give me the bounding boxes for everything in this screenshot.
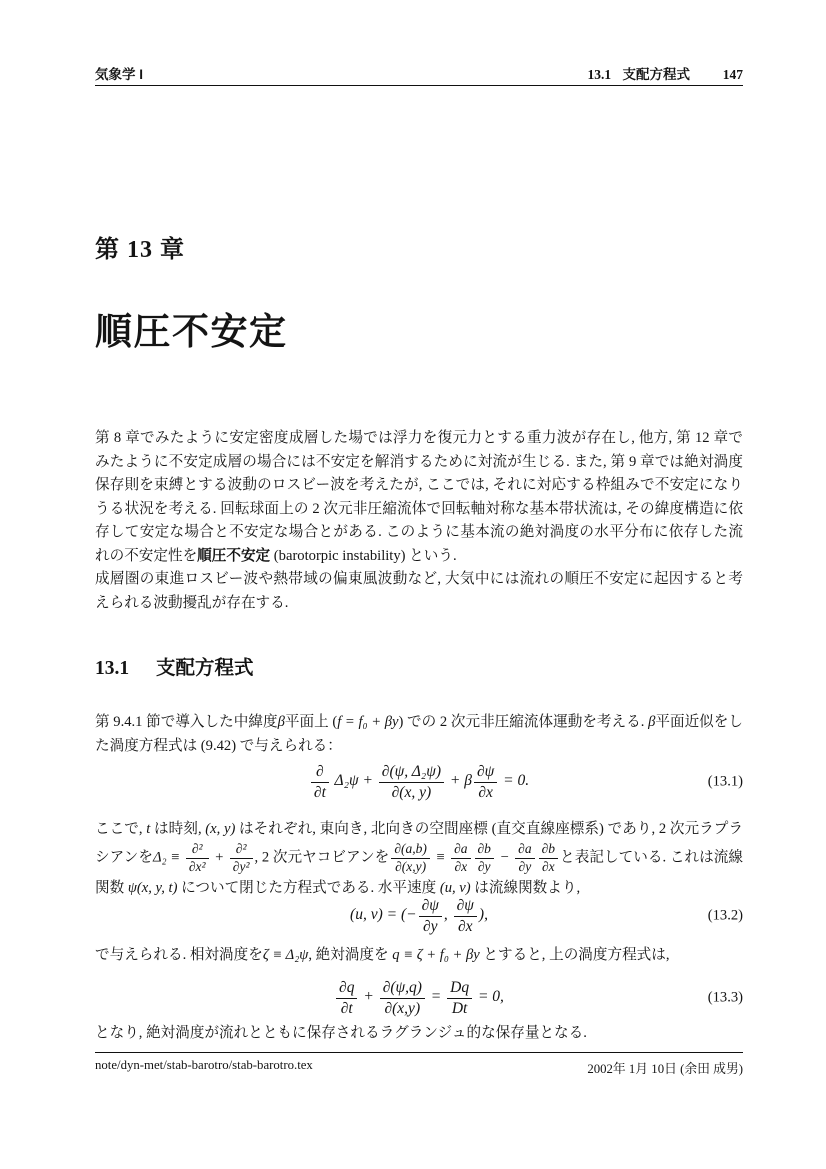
- inline-math: ζ ≡ Δ₂ψ: [262, 947, 309, 963]
- footer-date-author: 2002年 1月 10日 (余田 成男): [587, 1062, 743, 1076]
- equation-13-3-tag: (13.3): [707, 989, 743, 1006]
- inline-math: + β: [446, 772, 472, 790]
- inline-math: −: [495, 849, 514, 866]
- chapter-suffix: 章: [160, 236, 185, 263]
- inline-math: =: [426, 988, 446, 1006]
- chapter-label: [95, 229, 743, 264]
- header-course-title: 気象学 I: [95, 67, 144, 82]
- inline-math: Δ₂ ≡: [152, 849, 184, 866]
- chapter-number: 13: [127, 237, 153, 263]
- inline-math: β: [277, 714, 285, 730]
- math-fraction: $\frac{Dq}{Dt}$: [447, 979, 472, 1016]
- inline-math: ),: [478, 906, 488, 924]
- equation-13-3-body: [334, 979, 504, 1016]
- paragraph-vorticity: で与えられる. 相対渦度をζ ≡ Δ₂ψ, 絶対渦度を q ≡ ζ + f₀ + βy とすると, 上の渦度方程式は,: [95, 947, 670, 963]
- inline-math: β: [648, 714, 656, 730]
- inline-math: (x, y): [205, 821, 236, 837]
- inline-math: t: [146, 821, 151, 837]
- inline-math: +: [210, 849, 228, 866]
- chapter-prefix: 第: [95, 236, 120, 263]
- math-fraction: $\frac{\partial q}{\partial t}$: [336, 979, 357, 1016]
- equation-13-2-body: [350, 897, 488, 934]
- section-title: 支配方程式: [156, 657, 254, 679]
- equation-13-1-body: [309, 763, 529, 800]
- equation-13-1-tag: (13.1): [707, 773, 743, 790]
- chapter-title: 順圧不安定: [95, 311, 288, 352]
- bold-term: 順圧不安定: [197, 547, 271, 564]
- math-fraction: $\frac{\partial\psi}{\partial y}$: [419, 897, 442, 934]
- header-section-info: [588, 63, 744, 83]
- footer-file-path: note/dyn-met/stab-barotro/stab-barotro.tex: [95, 1058, 313, 1072]
- math-fraction: $\frac{\partial(\psi,q)}{\partial(x,y)}$: [380, 979, 425, 1016]
- inline-math: ≡: [431, 849, 450, 866]
- page-number: 147: [722, 67, 743, 82]
- inline-math: = 0.: [499, 772, 530, 790]
- inline-math: Δ₂ψ +: [330, 772, 377, 790]
- math-fraction: $\frac{\partial b}{\partial x}$: [539, 842, 558, 875]
- inline-math: ψ(x, y, t): [127, 879, 178, 896]
- header-section-title: 支配方程式: [622, 67, 690, 82]
- paragraph-intro-1: 第 8 章でみたように安定密度成層した場では浮力を復元力とする重力波が存在し, 他方, 第 12 章でみたように不安定成層の場合には不安定を解消するために対流が生じる. また, 第 9 章では絶対渦度保存則を束縛とする波動のロスビー波を考えたが, ここでは, それに対応する枠組みで不安定になりうる状況を考える. 回転球面上の 2 次元非圧縮流体で回転軸対称な基本帯状流は, その緯度構造に依存して安定な場合と不安定な場合とがある. このように基本流の絶対渦度の水平分布に依存した流れの不安定性を順圧不安定 (barotorpic instability) という.: [95, 430, 743, 564]
- equation-13-1: [95, 756, 743, 808]
- section-heading: [95, 652, 743, 680]
- math-fraction: $\frac{\text{∂²}}{\text{∂x²}}$: [186, 842, 209, 875]
- footer-rule: [95, 1052, 743, 1053]
- math-fraction: $\frac{\text{∂(ψ, Δ₂ψ)}}{\partial(x, y)}$: [379, 763, 444, 800]
- inline-math: q ≡ ζ + f₀ + βy: [392, 947, 480, 963]
- paragraph-conclusion: となり, 絶対渦度が流れとともに保存されるラグランジュ的な保存量となる.: [95, 1025, 587, 1041]
- header-section-number: 13.1: [587, 67, 612, 82]
- page-header: [95, 63, 743, 83]
- header-rule: [95, 85, 743, 86]
- equation-13-2-tag: (13.2): [707, 907, 743, 924]
- inline-math: f = f₀ + βy: [337, 714, 399, 730]
- inline-math: (u, v) = (−: [350, 906, 417, 924]
- paragraph-notation: ここで, t は時刻, (x, y) はそれぞれ, 東向き, 北向きの空間座標 (直交直線座標系) であり, 2 次元ラプラシアンをΔ₂ ≡ $\frac{\text{∂²}}{\text{∂x²}}$ + $\frac{\text{∂²}}{\text{∂y²}}$ , 2 次元ヤコビアンを $\frac{\partial(a,b)}{\partial(x,y)}$ ≡ $\frac{\partial a}{\partial x}$ $\frac{\partial b}{\partial y}$ − $\frac{\partial a}{\partial y}$ $\frac{\partial b}{\partial x}$ と表記している. これは流線関数 ψ(x, y, t) について閉じた方程式である. 水平速度 (u, v) は流線関数より,: [95, 821, 743, 896]
- math-fraction: $\frac{\partial}{\partial t}$: [311, 763, 329, 800]
- equation-13-3: [95, 972, 743, 1024]
- inline-math: +: [359, 988, 378, 1006]
- paragraph-governing-intro: 第 9.4.1 節で導入した中緯度β平面上 (f = f₀ + βy) での 2 次元非圧縮流体運動を考える. β平面近似をした渦度方程式は (9.42) で与えられる：: [95, 714, 743, 754]
- math-fraction: $\frac{\partial\psi}{\partial x}$: [474, 763, 497, 800]
- paragraph-intro-2: 成層圏の東進ロスビー波や熱帯域の偏東風波動など, 大気中には流れの順圧不安定に起因すると考えられる波動擾乱が存在する.: [95, 571, 743, 611]
- inline-math: ,: [443, 906, 452, 924]
- inline-math: (u, v): [439, 879, 471, 896]
- page-footer: [95, 1058, 743, 1077]
- equation-13-2: [95, 892, 743, 940]
- inline-math: = 0,: [474, 988, 504, 1006]
- section-number: 13.1: [95, 658, 130, 679]
- math-fraction: $\frac{\partial\psi}{\partial x}$: [454, 897, 477, 934]
- math-fraction: $\frac{\partial a}{\partial y}$: [515, 842, 534, 875]
- math-fraction: $\frac{\partial b}{\partial y}$: [475, 842, 494, 875]
- math-fraction: $\frac{\partial(a,b)}{\partial(x,y)}$: [391, 842, 430, 875]
- math-fraction: $\frac{\text{∂²}}{\text{∂y²}}$: [230, 842, 253, 875]
- math-fraction: $\frac{\partial a}{\partial x}$: [451, 842, 470, 875]
